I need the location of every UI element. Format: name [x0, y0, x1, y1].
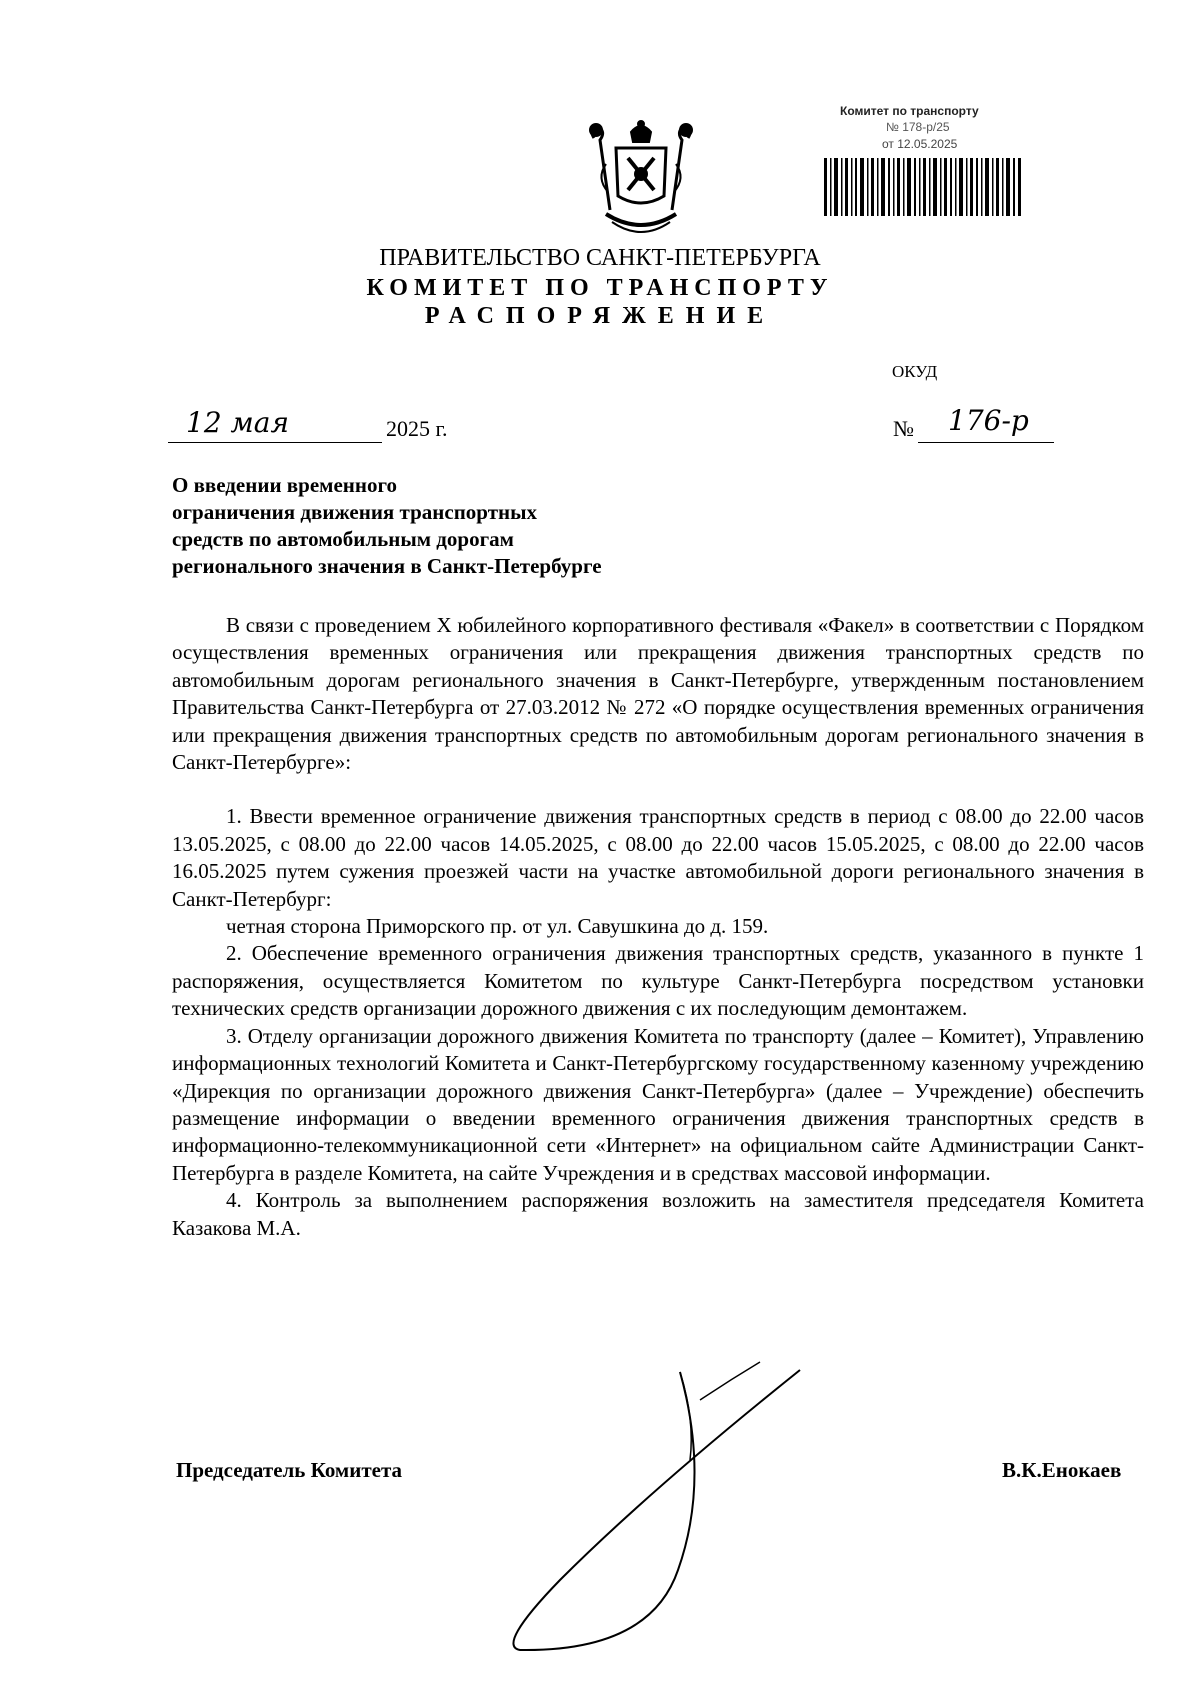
number-handwritten: 176-р [948, 404, 1029, 437]
subject-line: регионального значения в Санкт-Петербурге [172, 554, 602, 578]
okud-label: ОКУД [892, 362, 938, 381]
committee-title: КОМИТЕТ ПО ТРАНСПОРТУ [366, 275, 834, 301]
preamble-paragraph: В связи с проведением X юбилейного корпоративного фестиваля «Факел» в соответствии с Порядком осуществления временных ограничения или прекращения движения транспортных средств по автомобильным дорогам регионального значения в Санкт-Петербурге, утвержденным постановлением Правительства Санкт-Петербурга от 27.03.2012 № 272 «О порядке осуществления временных ограничения или прекращения движения транспортных средств по автомобильным дорогам регионального значения в Санкт-Петербурге»: [172, 613, 1144, 775]
barcode [822, 158, 1032, 218]
document-body [172, 612, 1144, 1242]
item-1-paragraph: 1. Ввести временное ограничение движения транспортных средств в период с 08.00 до 22.00 часов 13.05.2025, с 08.00 до 22.00 часов 14.05.2025, с 08.00 до 22.00 часов 15.05.2025, с 08.00 до 22.00 часов 16.05.2025 путем сужения проезжей части на участке автомобильной дороги регионального значения в Санкт-Петербург: [172, 804, 1144, 911]
coat-of-arms-emblem [586, 118, 696, 238]
item-1-location: четная сторона Приморского пр. от ул. Савушкина до д. 159. [226, 914, 769, 939]
document-subject [172, 472, 772, 580]
stamp-organization: Комитет по транспорту [840, 104, 979, 118]
document-type-title: РАСПОРЯЖЕНИЕ [424, 303, 776, 329]
item-4-paragraph: 4. Контроль за выполнением распоряжения возложить на заместителя председателя Комитета Казакова М.А. [172, 1188, 1144, 1240]
subject-line: средств по автомобильным дорогам [172, 527, 514, 551]
item-2-paragraph: 2. Обеспечение временного ограничения движения транспортных средств, указанного в пункте 1 распоряжения, осуществляется Комитетом по культуре Санкт-Петербурга посредством установки технических средств организации дорожного движения с их последующим демонтажем. [172, 941, 1144, 1021]
stamp-date: от 12.05.2025 [882, 137, 958, 151]
signatory-name: В.К.Енокаев [1002, 1458, 1122, 1482]
date-year: 2025 г. [386, 416, 448, 441]
stamp-number: № 178-р/25 [886, 120, 950, 134]
handwritten-signature [500, 1360, 820, 1660]
item-3-paragraph: 3. Отделу организации дорожного движения Комитета по транспорту (далее – Комитет), Управлению информационных технологий Комитета и Санкт-Петербургскому государственному казенному учреждению «Дирекция по организации дорожного движения Санкт-Петербурга» (далее – Учреждение) обеспечить размещение информации о введении временного ограничения движения транспортных средств в информационно-телекоммуникационной сети «Интернет» на официальном сайте Администрации Санкт-Петербурга в разделе Комитета, на сайте Учреждения и в средствах массовой информации. [172, 1023, 1144, 1185]
government-title: ПРАВИТЕЛЬСТВО САНКТ-ПЕТЕРБУРГА [379, 245, 821, 271]
number-label: № [893, 416, 914, 441]
subject-line: О введении временного [172, 473, 397, 497]
date-handwritten: 12 мая [186, 406, 289, 439]
signatory-title: Председатель Комитета [176, 1458, 403, 1482]
subject-line: ограничения движения транспортных [172, 500, 538, 524]
